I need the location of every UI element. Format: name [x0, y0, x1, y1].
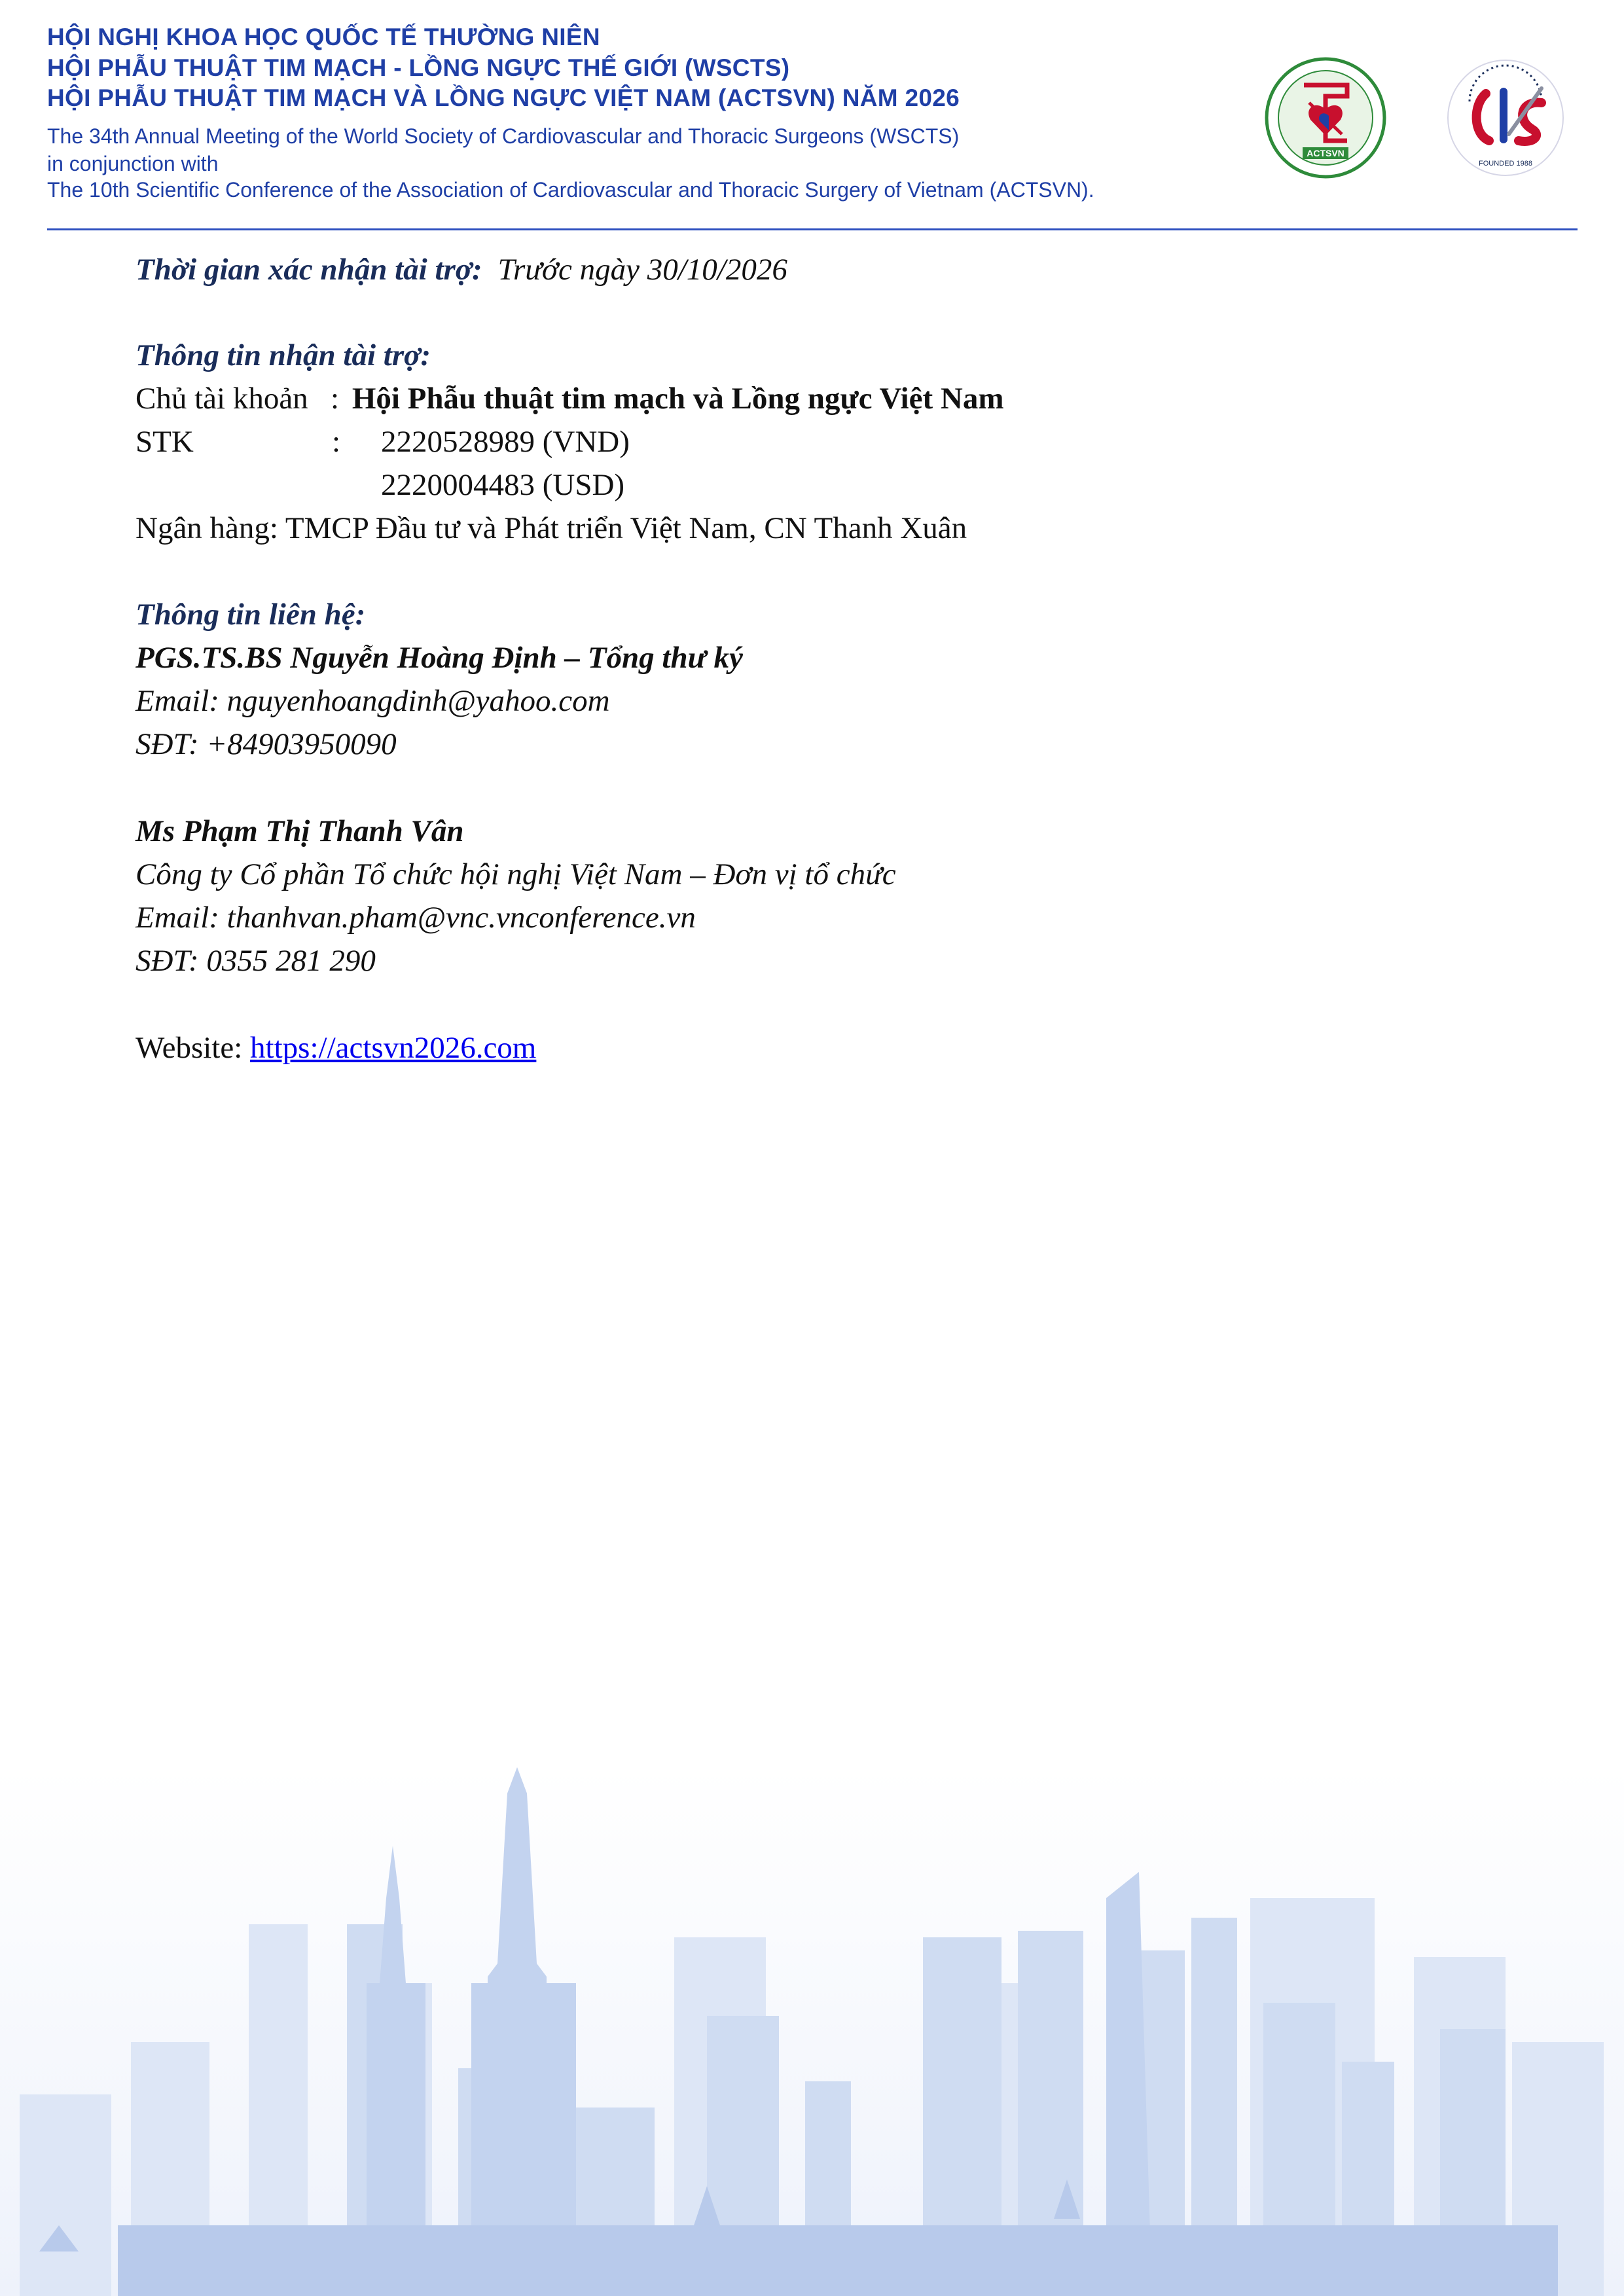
header-title-line-3: HỘI PHẪU THUẬT TIM MẠCH VÀ LỒNG NGỰC VIỆT NAM (ACTSVN) NĂM 2026: [47, 84, 960, 111]
website-label: Website:: [135, 1031, 243, 1065]
header-subtitle-line-1: The 34th Annual Meeting of the World Society of Cardiovascular and Thoracic Surgeons (WSCTS): [47, 124, 960, 148]
header-divider: [47, 228, 1578, 230]
stk-usd: 2220004483 (USD): [381, 468, 625, 502]
letterhead: [0, 0, 1624, 236]
contact2-phone: SĐT: 0355 281 290: [135, 944, 376, 978]
header-subtitle-line-2: in conjunction with: [47, 152, 219, 175]
stk-sep: :: [332, 425, 341, 459]
account-holder-sep: :: [331, 382, 340, 416]
website-link[interactable]: https://actsvn2026.com: [250, 1031, 537, 1065]
deadline-value: Trước ngày 30/10/2026: [497, 253, 787, 287]
city-skyline-background: [0, 1767, 1624, 2296]
header-subtitle-line-3: The 10th Scientific Conference of the Association of Cardiovascular and Thoracic Surgery of Vietnam (ACTSVN).: [47, 178, 1094, 202]
account-holder-value: Hội Phẫu thuật tim mạch và Lồng ngực Việt Nam: [352, 382, 1004, 416]
contact1-phone: SĐT: +84903950090: [135, 727, 397, 761]
header-title-line-1: HỘI NGHỊ KHOA HỌC QUỐC TẾ THƯỜNG NIÊN: [47, 24, 600, 50]
contact1-name: PGS.TS.BS Nguyễn Hoàng Định – Tổng thư ký: [135, 641, 743, 675]
stk-label: STK: [135, 425, 194, 459]
wscts-logo: [1443, 56, 1568, 180]
wscts-logo-text: FOUNDED 1988: [1479, 160, 1532, 168]
deadline-label: Thời gian xác nhận tài trợ:: [135, 253, 482, 287]
bank-line: Ngân hàng: TMCP Đầu tư và Phát triển Việt Nam, CN Thanh Xuân: [135, 511, 967, 545]
account-holder-label: Chủ tài khoản: [135, 382, 308, 416]
account-holder-line: [135, 384, 1003, 414]
stk-vnd: 2220528989 (VND): [381, 425, 630, 459]
contact2-org: Công ty Cổ phần Tổ chức hội nghị Việt Nam – Đơn vị tổ chức: [135, 857, 896, 891]
header-title-line-2: HỘI PHẪU THUẬT TIM MẠCH - LỒNG NGỰC THẾ GIỚI (WSCTS): [47, 54, 790, 81]
deadline-line: [135, 255, 787, 285]
stk-line: [135, 427, 630, 457]
actsvn-logo: [1263, 56, 1388, 180]
contact2-email[interactable]: Email: thanhvan.pham@vnc.vnconference.vn: [135, 901, 696, 935]
contact1-email[interactable]: Email: nguyenhoangdinh@yahoo.com: [135, 684, 610, 718]
contact-heading: Thông tin liên hệ:: [135, 598, 366, 632]
actsvn-logo-text: ACTSVN: [1307, 148, 1344, 158]
contact2-name: Ms Phạm Thị Thanh Vân: [135, 814, 464, 848]
receive-heading: Thông tin nhận tài trợ:: [135, 338, 431, 372]
website-line: [135, 1033, 536, 1064]
